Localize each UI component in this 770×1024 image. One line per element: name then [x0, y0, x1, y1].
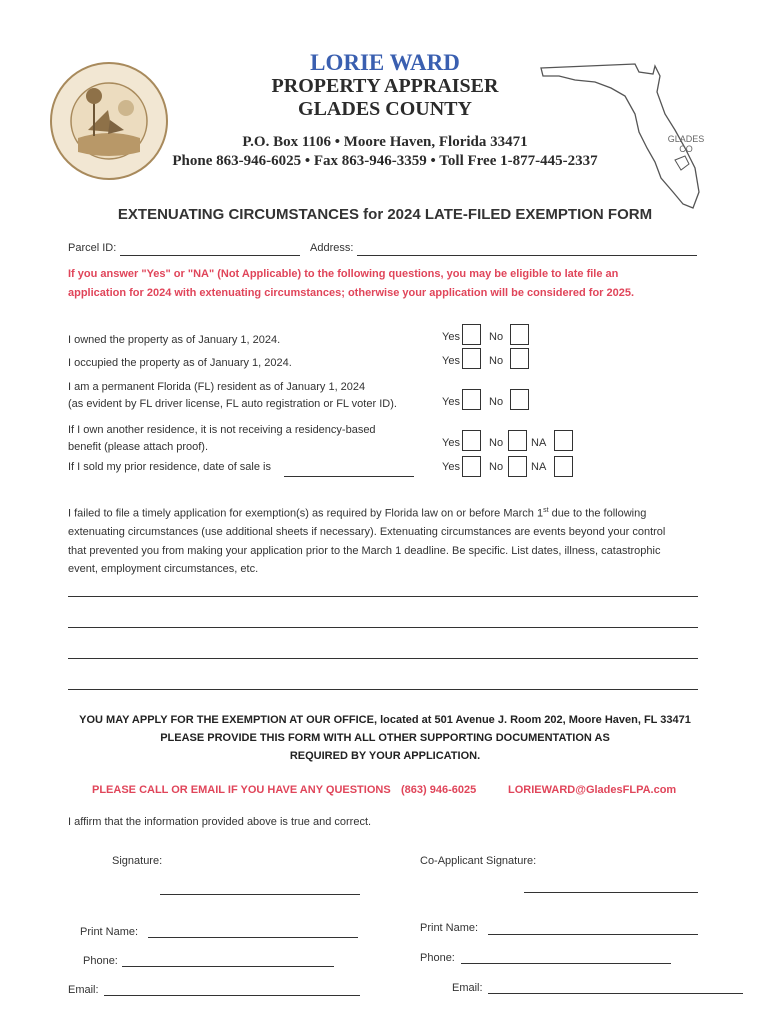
co-phone-label: Phone:: [420, 952, 455, 964]
email-label: Email:: [68, 984, 99, 996]
circumstances-line-4[interactable]: [68, 689, 698, 690]
signature-field[interactable]: [160, 894, 360, 895]
appraiser-title: PROPERTY APPRAISER: [271, 75, 499, 97]
q1-yes-checkbox[interactable]: [462, 324, 481, 345]
signature-label: Signature:: [112, 855, 163, 867]
q5-no-label: No: [489, 461, 504, 473]
contact-questions-text: PLEASE CALL OR EMAIL IF YOU HAVE ANY QUESTIONS: [92, 784, 391, 796]
q1-no-checkbox[interactable]: [510, 324, 529, 345]
question-resident-line1: I am a permanent Florida (FL) resident as of January 1, 2024: [68, 381, 366, 393]
q1-yes-label: Yes: [442, 331, 460, 343]
question-occupied: I occupied the property as of January 1, 2024.: [68, 357, 292, 369]
co-phone-field[interactable]: [461, 963, 671, 964]
form-title: EXTENUATING CIRCUMSTANCES for 2024 LATE-FILED EXEMPTION FORM: [117, 206, 653, 223]
affirmation-text: I affirm that the information provided above is true and correct.: [68, 816, 372, 828]
co-print-name-field[interactable]: [488, 934, 698, 935]
co-applicant-signature-label: Co-Applicant Signature:: [420, 855, 537, 867]
q3-no-checkbox[interactable]: [510, 389, 529, 410]
q2-yes-checkbox[interactable]: [462, 348, 481, 369]
phone-label: Phone:: [83, 955, 118, 967]
office-phones: Phone 863-946-6025 • Fax 863-946-3359 • Toll Free 1-877-445-2337: [172, 153, 598, 169]
phone-field[interactable]: [122, 966, 334, 967]
office-address: P.O. Box 1106 • Moore Haven, Florida 33471: [242, 134, 528, 150]
ordinal-suffix: st: [543, 507, 549, 514]
q4-na-label: NA: [531, 437, 547, 449]
map-label-co: CO: [679, 144, 693, 154]
q4-yes-checkbox[interactable]: [462, 430, 481, 451]
q2-yes-label: Yes: [442, 355, 460, 367]
explanation-paragraph: [68, 502, 708, 579]
explanation-line1b: due to the following: [548, 507, 647, 520]
q3-yes-label: Yes: [442, 396, 460, 408]
co-print-name-label: Print Name:: [420, 922, 479, 934]
explanation-line4: event, employment circumstances, etc.: [68, 563, 259, 576]
q5-no-checkbox[interactable]: [508, 456, 527, 477]
co-applicant-signature-field[interactable]: [524, 892, 698, 893]
appraiser-name: LORIE WARD: [310, 50, 460, 75]
print-name-field[interactable]: [148, 937, 358, 938]
circumstances-line-3[interactable]: [68, 658, 698, 659]
q5-yes-checkbox[interactable]: [462, 456, 481, 477]
q4-no-label: No: [489, 437, 504, 449]
co-email-field[interactable]: [488, 993, 743, 994]
email-field[interactable]: [104, 995, 360, 996]
question-other-residence-line2: benefit (please attach proof).: [68, 441, 209, 453]
circumstances-line-2[interactable]: [68, 627, 698, 628]
address-label: Address:: [310, 242, 354, 254]
print-name-label: Print Name:: [80, 926, 139, 938]
q4-na-checkbox[interactable]: [554, 430, 573, 451]
map-label-glades: GLADES: [667, 134, 705, 144]
circumstances-line-1[interactable]: [68, 596, 698, 597]
q3-yes-checkbox[interactable]: [462, 389, 481, 410]
q5-yes-label: Yes: [442, 461, 460, 473]
q5-na-label: NA: [531, 461, 547, 473]
county-name: GLADES COUNTY: [298, 98, 472, 120]
contact-email-link[interactable]: LORIEWARD@GladesFLPA.com: [508, 784, 677, 796]
q3-no-label: No: [489, 396, 504, 408]
q4-no-checkbox[interactable]: [508, 430, 527, 451]
parcel-id-field[interactable]: [120, 255, 300, 256]
q2-no-checkbox[interactable]: [510, 348, 529, 369]
explanation-line1: I failed to file a timely application for exemption(s) as required by Florida law on or before March 1: [68, 507, 544, 520]
date-of-sale-field[interactable]: [284, 476, 414, 477]
contact-phone[interactable]: (863) 946-6025: [401, 784, 477, 796]
question-other-residence-line1: If I own another residence, it is not receiving a residency-based: [68, 424, 376, 436]
explanation-line3: that prevented you from making your application prior to the March 1 deadline. Be specific. List dates, illness, catastrophic: [68, 544, 661, 557]
address-field[interactable]: [357, 255, 697, 256]
q2-no-label: No: [489, 355, 504, 367]
eligibility-notice-line1: If you answer "Yes" or "NA" (Not Applicable) to the following questions, you may be eligible to late file an: [68, 268, 619, 280]
q4-yes-label: Yes: [442, 437, 460, 449]
parcel-id-label: Parcel ID:: [68, 242, 117, 254]
eligibility-notice-line2: application for 2024 with extenuating circumstances; otherwise your application will be considered for 2025.: [68, 287, 635, 299]
q1-no-label: No: [489, 331, 504, 343]
question-resident-line2: (as evident by FL driver license, FL auto registration or FL voter ID).: [68, 398, 397, 410]
co-email-label: Email:: [452, 982, 483, 994]
office-apply-line3: REQUIRED BY YOUR APPLICATION.: [289, 750, 481, 762]
florida-state-seal: [48, 60, 170, 182]
florida-map-icon: [535, 52, 725, 212]
office-apply-line1: YOU MAY APPLY FOR THE EXEMPTION AT OUR OFFICE, located at 501 Avenue J. Room 202, Moore Haven, FL 33471: [79, 714, 691, 726]
question-date-of-sale: If I sold my prior residence, date of sale is: [68, 461, 271, 473]
explanation-line2: extenuating circumstances (use additional sheets if necessary). Extenuating circumstances are events beyond your control: [68, 526, 666, 539]
office-apply-line2: PLEASE PROVIDE THIS FORM WITH ALL OTHER SUPPORTING DOCUMENTATION AS: [160, 732, 610, 744]
q5-na-checkbox[interactable]: [554, 456, 573, 477]
question-owned: I owned the property as of January 1, 2024.: [68, 334, 281, 346]
